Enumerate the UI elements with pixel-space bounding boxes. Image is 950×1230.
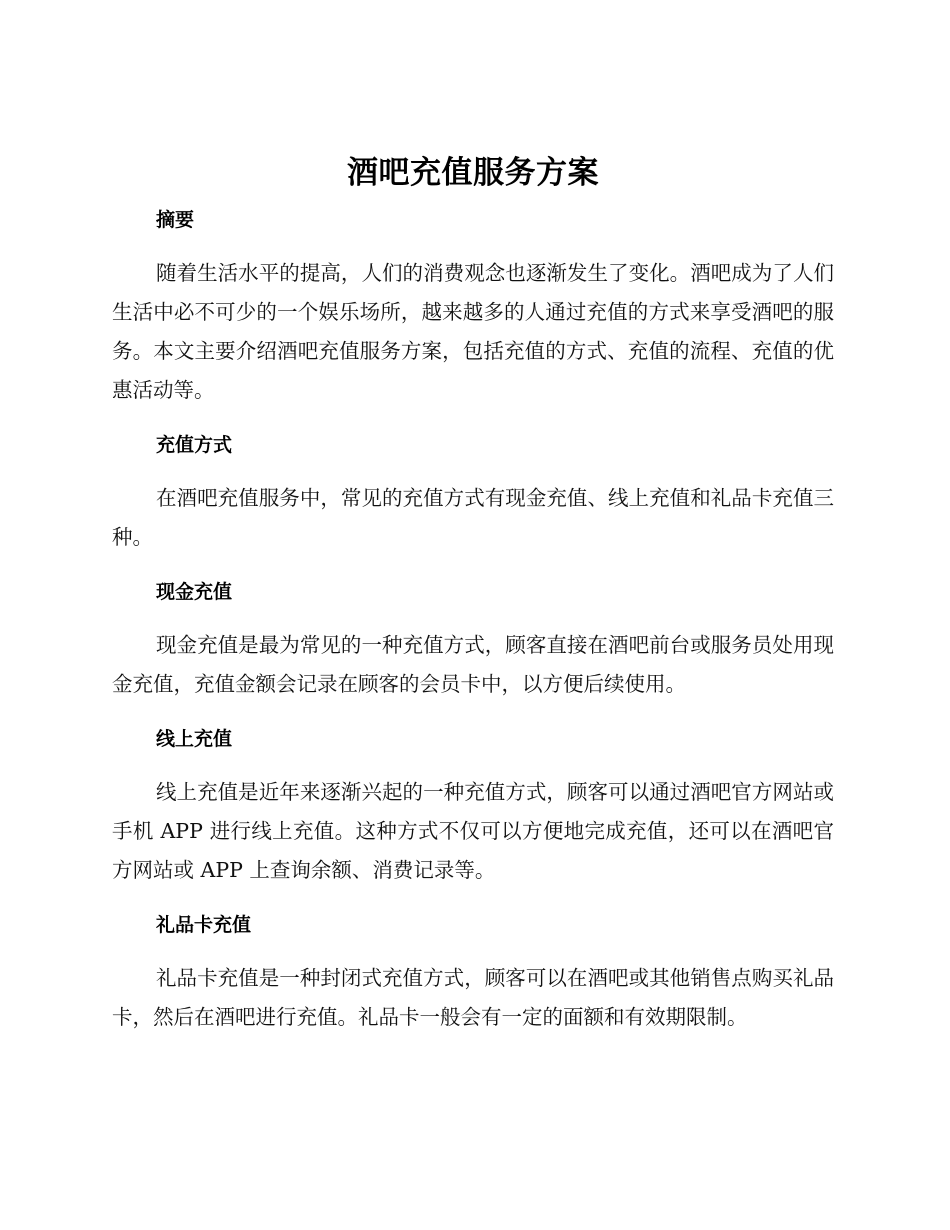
section-heading: 摘要 bbox=[156, 209, 195, 231]
section-paragraph: 现金充值是最为常见的一种充值方式，顾客直接在酒吧前台或服务员处用现金充值，充值金额会记录在顾客的会员卡中，以方便后续使用。 bbox=[112, 633, 834, 696]
section-heading: 线上充值 bbox=[156, 728, 233, 750]
section-online-recharge bbox=[112, 724, 834, 890]
section-gift-card-recharge bbox=[112, 910, 834, 1037]
document-title: 酒吧充值服务方案 bbox=[347, 155, 599, 191]
document-content bbox=[112, 148, 834, 1037]
section-paragraph: 在酒吧充值服务中，常见的充值方式有现金充值、线上充值和礼品卡充值三种。 bbox=[112, 486, 834, 549]
section-paragraph: 线上充值是近年来逐渐兴起的一种充值方式，顾客可以通过酒吧官方网站或手机 APP 进行线上充值。这种方式不仅可以方便地完成充值，还可以在酒吧官方网站或 APP 上查询余额、消费记录等。 bbox=[112, 780, 834, 882]
section-heading: 现金充值 bbox=[156, 581, 233, 603]
section-abstract bbox=[112, 205, 834, 410]
section-heading: 充值方式 bbox=[156, 434, 233, 456]
section-paragraph: 随着生活水平的提高，人们的消费观念也逐渐发生了变化。酒吧成为了人们生活中必不可少的一个娱乐场所，越来越多的人通过充值的方式来享受酒吧的服务。本文主要介绍酒吧充值服务方案，包括充值的方式、充值的流程、充值的优惠活动等。 bbox=[112, 261, 834, 402]
section-cash-recharge bbox=[112, 577, 834, 704]
section-recharge-methods bbox=[112, 430, 834, 557]
section-paragraph: 礼品卡充值是一种封闭式充值方式，顾客可以在酒吧或其他销售点购买礼品卡，然后在酒吧进行充值。礼品卡一般会有一定的面额和有效期限制。 bbox=[112, 966, 834, 1029]
section-heading: 礼品卡充值 bbox=[156, 914, 252, 936]
